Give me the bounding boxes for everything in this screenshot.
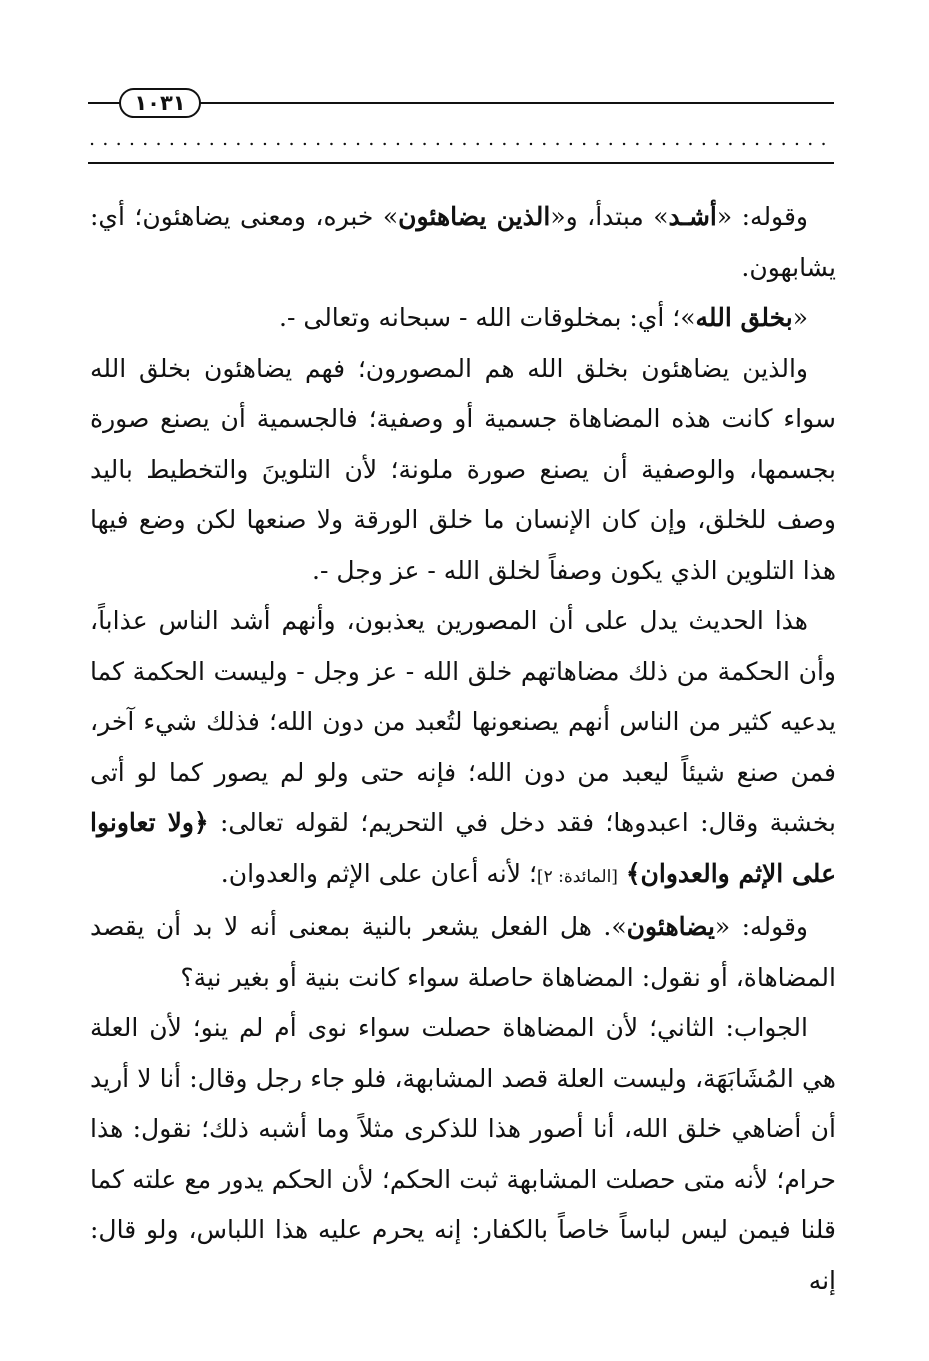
paragraph-4 [90,596,836,902]
text-run [618,859,626,888]
bold-term: يضاهئون [626,912,715,941]
paragraph-2 [90,293,836,344]
page-number: ١٠٣١ [134,91,186,115]
bold-term: أشـد [668,202,717,231]
text-run: وقوله: « [714,912,809,941]
paragraph-6: الجواب: الثاني؛ لأن المضاهاة حصلت سواء نوى أم لم ينو؛ لأن العلة هي المُشَابَهَة، وليست العلة قصد المشابهة، فلو جاء رجل وقال: أنا لا أريد أن أضاهي خلق الله، أنا أصور هذا للذكرى مثلاً وما أشبه ذلك؛ نقول: هذا حرام؛ لأنه متى حصلت المشابهة ثبت الحكم؛ لأن الحكم يدور مع علته كما قلنا فيمن ليس لباساً خاصاً بالكفار: إنه يحرم عليه هذا اللباس، ولو قال: إنه [90,1013,836,1295]
text-run: ؛ لأنه أعان على الإثم والعدوان. [220,858,537,888]
text-run: »؛ أي: بمخلوقات الله - سبحانه وتعالى -. [279,303,696,332]
quran-verse: ﴿ولا تعاونوا على الإثم والعدوان﴾ [90,808,836,888]
paragraph-1 [90,192,836,293]
text-run: وقوله: « [716,202,808,231]
header-rules [0,0,929,170]
paragraph-3: والذين يضاهئون بخلق الله هم المصورون؛ فهم يضاهئون بخلق الله سواء كانت هذه المضاهاة جسمية أو وصفية؛ فالجسمية أن يصنع صورة بجسمها، والوصفية أن يصنع صورة ملونة؛ لأن التلوينَ والتخطيط باليد وصف للخلق، وإن كان الإنسان ما خلق الورقة ولا صنعها لكن وضع فيها هذا التلوين الذي يكون وصفاً لخلق الله - عز وجل -. [90,353,836,585]
text-run: » مبتدأ، و« [550,202,669,231]
bold-term: بخلق الله [695,303,793,332]
verse-reference: [المائدة: ٢] [536,866,618,887]
page-body [90,192,836,1306]
page-header [0,0,929,170]
text-run: هذا الحديث يدل على أن المصورين يعذبون، وأنهم أشد الناس عذاباً، وأن الحكمة من ذلك مضاهاتهم خلق الله - عز وجل - وليست الحكمة كما يدعيه كثير من الناس أنهم يصنعونها لتُعبد من دون الله؛ فذلك شيء آخر، فمن صنع شيئاً ليعبد من دون الله؛ فإنه حتى ولو لم يصور كما لو أتى بخشبة وقال: اعبدوها؛ فقد دخل في التحريم؛ لقوله تعالى: [90,606,837,837]
paragraph-5 [90,902,836,1003]
text-run: ». هل الفعل يشعر بالنية بمعنى أنه لا بد أن يقصد المضاهاة، أو نقول: المضاهاة حاصلة سواء كانت بنية أو بغير نية؟ [90,912,836,992]
bold-term: الذين يضاهئون [398,202,551,231]
text-run: « [792,303,808,332]
text-run: » خبره، ومعنى يضاهئون؛ أي: يشابهون. [90,202,836,282]
